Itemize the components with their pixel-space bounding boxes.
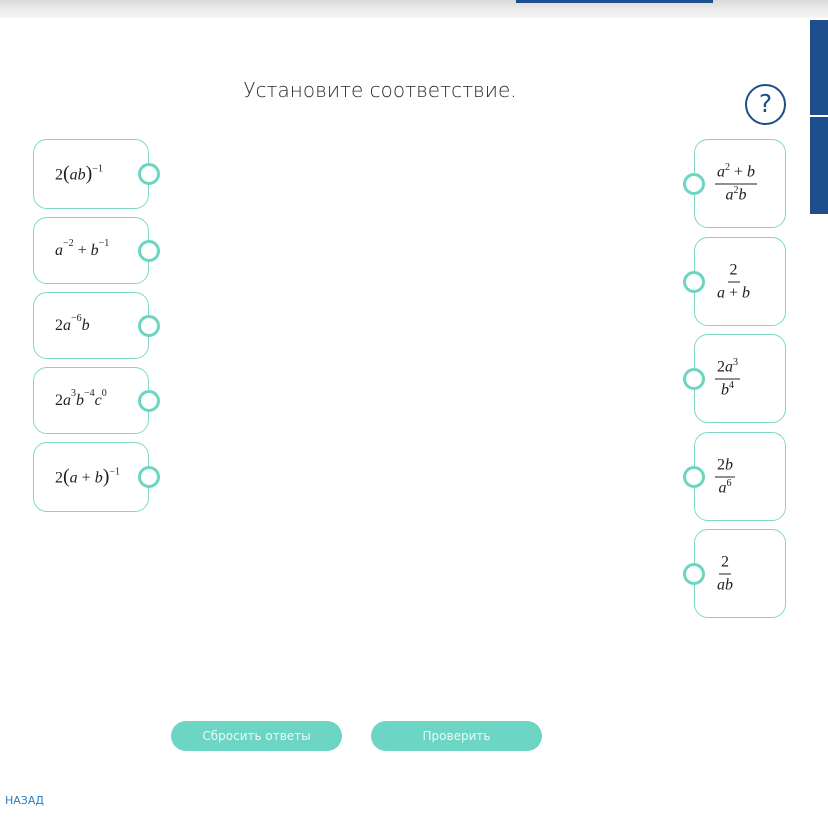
right-connector-dot-3[interactable] <box>683 368 705 390</box>
left-item-3-expression: $2a^{-6}b$ <box>55 313 90 334</box>
help-icon[interactable]: ? <box>745 84 786 125</box>
task-title: Установите соответствие. <box>243 78 517 102</box>
back-link[interactable]: НАЗАД <box>5 794 44 807</box>
active-tab-indicator[interactable] <box>516 0 713 3</box>
left-item-5-expression: $2(a + b)^{-1}$ <box>55 465 121 488</box>
left-item-1-expression: 2(ab)$^{-1}$ <box>55 162 103 185</box>
left-connector-dot-5[interactable] <box>138 466 160 488</box>
right-item-2[interactable] <box>694 237 786 326</box>
right-item-5-expression: $\frac{2}{ab}$ <box>717 553 733 593</box>
left-item-3[interactable] <box>33 292 149 359</box>
left-connector-dot-4[interactable] <box>138 390 160 412</box>
left-item-1[interactable] <box>33 139 149 209</box>
right-item-5[interactable] <box>694 529 786 618</box>
left-item-4[interactable] <box>33 367 149 434</box>
right-item-4-expression: $\frac{2b}{a^6}$ <box>717 456 733 496</box>
left-connector-dot-3[interactable] <box>138 315 160 337</box>
right-item-3-expression: $\frac{2a^3}{b^4}$ <box>717 356 738 398</box>
right-item-1[interactable] <box>694 139 786 228</box>
left-connector-dot-1[interactable] <box>138 163 160 185</box>
top-bar <box>0 0 828 18</box>
reset-answers-button[interactable]: Сбросить ответы <box>171 721 342 751</box>
right-connector-dot-1[interactable] <box>683 173 705 195</box>
left-item-2-expression: $a^{-2} + b^{-1}$ <box>55 238 110 259</box>
right-item-1-expression: $\frac{a^2 + b}{a^2b}$ <box>717 161 756 203</box>
side-panel-tab-1[interactable] <box>810 20 828 115</box>
side-panel-tab-2[interactable] <box>810 117 828 214</box>
right-item-4[interactable] <box>694 432 786 521</box>
right-item-3[interactable] <box>694 334 786 423</box>
check-button[interactable]: Проверить <box>371 721 542 751</box>
right-item-2-expression: $\frac{2}{a + b}$ <box>717 261 751 301</box>
left-item-2[interactable] <box>33 217 149 284</box>
right-connector-dot-5[interactable] <box>683 563 705 585</box>
right-connector-dot-4[interactable] <box>683 466 705 488</box>
left-item-5[interactable] <box>33 442 149 512</box>
left-connector-dot-2[interactable] <box>138 240 160 262</box>
right-connector-dot-2[interactable] <box>683 271 705 293</box>
left-item-4-expression: $2a^3b^{-4}c^0$ <box>55 388 107 409</box>
